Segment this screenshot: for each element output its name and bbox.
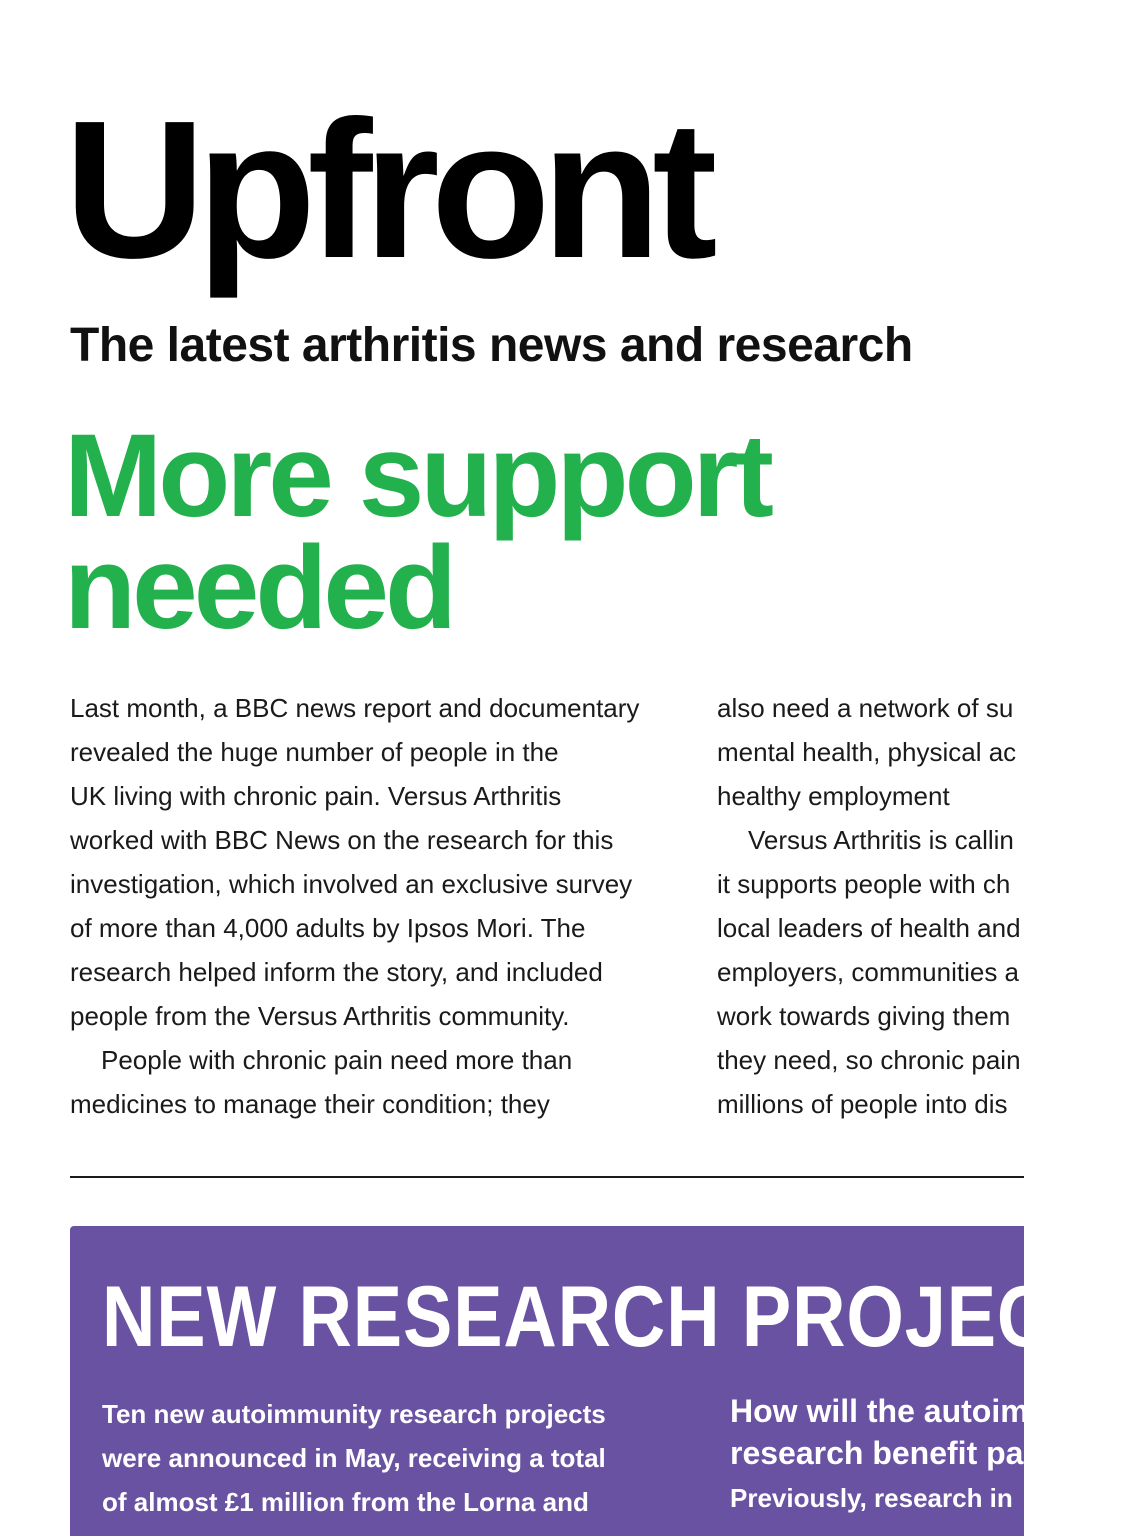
panel-answer-line: Previously, research in bbox=[730, 1483, 1013, 1513]
body-line: also need a network of su bbox=[717, 693, 1014, 723]
body-line: employers, communities a bbox=[717, 957, 1019, 987]
article-paragraph-1 bbox=[70, 686, 670, 1038]
body-line: they need, so chronic pain bbox=[717, 1045, 1021, 1075]
section-subtitle: The latest arthritis news and research bbox=[70, 319, 913, 372]
article-headline bbox=[64, 410, 770, 654]
body-line: it supports people with ch bbox=[717, 869, 1011, 899]
panel-title: NEW RESEARCH PROJECTS bbox=[102, 1269, 1147, 1365]
panel-intro bbox=[102, 1392, 606, 1524]
body-line: investigation, which involved an exclusive survey bbox=[70, 869, 633, 899]
body-line: UK living with chronic pain. Versus Arthritis bbox=[70, 781, 562, 811]
article-paragraph-3 bbox=[717, 818, 1057, 1126]
headline-line-2: needed bbox=[64, 522, 454, 654]
panel-question-line: How will the autoim bbox=[730, 1393, 1029, 1429]
body-line: Versus Arthritis is callin bbox=[748, 825, 1014, 855]
body-line: research helped inform the story, and included bbox=[70, 957, 603, 987]
panel-answer bbox=[730, 1474, 1029, 1522]
research-projects-panel bbox=[70, 1226, 1147, 1536]
body-line: People with chronic pain need more than bbox=[101, 1045, 573, 1075]
panel-intro-line: were announced in May, receiving a total bbox=[102, 1443, 606, 1473]
body-line: of more than 4,000 adults by Ipsos Mori. The bbox=[70, 913, 586, 943]
body-line: work towards giving them bbox=[717, 1001, 1011, 1031]
panel-intro-line: Ten new autoimmunity research projects bbox=[102, 1399, 606, 1429]
body-line: healthy employment bbox=[717, 781, 950, 811]
article-paragraph-2 bbox=[70, 1038, 670, 1126]
body-line: mental health, physical ac bbox=[717, 737, 1017, 767]
article-column-right bbox=[717, 686, 1057, 1126]
panel-qa bbox=[730, 1390, 1029, 1522]
body-line: revealed the huge number of people in the bbox=[70, 737, 559, 767]
body-line: local leaders of health and bbox=[717, 913, 1021, 943]
body-line: worked with BBC News on the research for this bbox=[70, 825, 614, 855]
body-line: Last month, a BBC news report and documentary bbox=[70, 693, 640, 723]
headline-line-1: More support bbox=[64, 410, 770, 542]
panel-intro-line: of almost £1 million from the Lorna and bbox=[102, 1487, 589, 1517]
body-line: millions of people into dis bbox=[717, 1089, 1008, 1119]
article-column-left bbox=[70, 686, 670, 1126]
masthead-title: Upfront bbox=[64, 80, 709, 299]
article-paragraph-2-cont bbox=[717, 686, 1057, 818]
panel-question bbox=[730, 1390, 1029, 1474]
section-divider bbox=[70, 1176, 1024, 1178]
body-line: medicines to manage their condition; they bbox=[70, 1089, 550, 1119]
body-line: people from the Versus Arthritis community. bbox=[70, 1001, 570, 1031]
panel-question-line: research benefit pa bbox=[730, 1435, 1024, 1471]
